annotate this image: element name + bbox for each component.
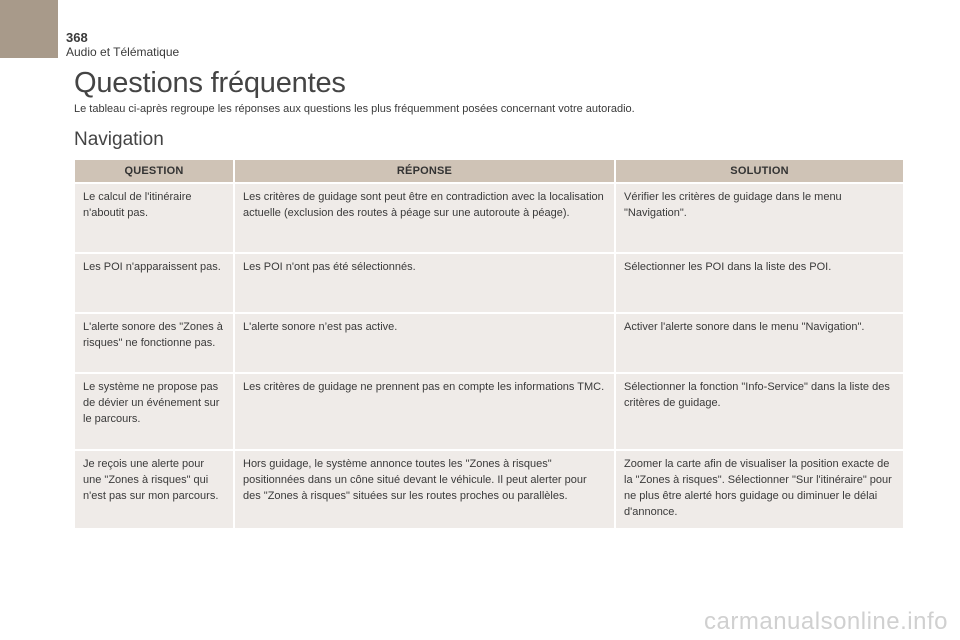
answer-cell: Les POI n'ont pas été sélectionnés. (235, 252, 616, 312)
question-cell: Le système ne propose pas de dévier un événement sur le parcours. (75, 372, 235, 449)
table-row (75, 182, 903, 252)
answer-cell: L'alerte sonore n’est pas active. (235, 312, 616, 372)
question-cell: Le calcul de l'itinéraire n'aboutit pas. (75, 182, 235, 252)
subsection-title: Navigation (74, 129, 164, 150)
answer-cell: Hors guidage, le système annonce toutes les "Zones à risques" positionnées dans un cône situé devant le véhicule. Il peut alerter pour des "Zones à risques" situées sur les routes proches ou parallèles. (235, 449, 616, 528)
answer-cell: Les critères de guidage sont peut être en contradiction avec la localisation actuelle (exclusion des routes à péage sur une autoroute à péage). (235, 182, 616, 252)
column-header-answer: RÉPONSE (235, 160, 616, 182)
solution-cell: Activer l'alerte sonore dans le menu "Navigation". (616, 312, 903, 372)
faq-table (75, 160, 903, 528)
question-cell: L'alerte sonore des "Zones à risques" ne fonctionne pas. (75, 312, 235, 372)
solution-cell: Vérifier les critères de guidage dans le menu "Navigation". (616, 182, 903, 252)
section-label: Audio et Télématique (66, 45, 180, 59)
table-row (75, 372, 903, 449)
solution-cell: Sélectionner les POI dans la liste des POI. (616, 252, 903, 312)
page-title: Questions fréquentes (74, 67, 346, 99)
watermark: carmanualsonline.info (704, 608, 948, 635)
page-number: 368 (66, 30, 88, 45)
intro-text: Le tableau ci-après regroupe les réponses aux questions les plus fréquemment posées concernant votre autoradio. (74, 103, 635, 115)
column-header-solution: SOLUTION (616, 160, 903, 182)
table-row (75, 252, 903, 312)
question-cell: Je reçois une alerte pour une "Zones à risques" qui n'est pas sur mon parcours. (75, 449, 235, 528)
table-row (75, 449, 903, 528)
column-header-question: QUESTION (75, 160, 235, 182)
corner-tab (0, 0, 58, 58)
table-row (75, 312, 903, 372)
answer-cell: Les critères de guidage ne prennent pas en compte les informations TMC. (235, 372, 616, 449)
question-cell: Les POI n'apparaissent pas. (75, 252, 235, 312)
solution-cell: Sélectionner la fonction "Info-Service" dans la liste des critères de guidage. (616, 372, 903, 449)
table-header-row (75, 160, 903, 182)
solution-cell: Zoomer la carte afin de visualiser la position exacte de la "Zones à risques". Sélectionner "Sur l'itinéraire" pour ne plus être alerté hors guidage ou diminuer le délai d'annonce. (616, 449, 903, 528)
